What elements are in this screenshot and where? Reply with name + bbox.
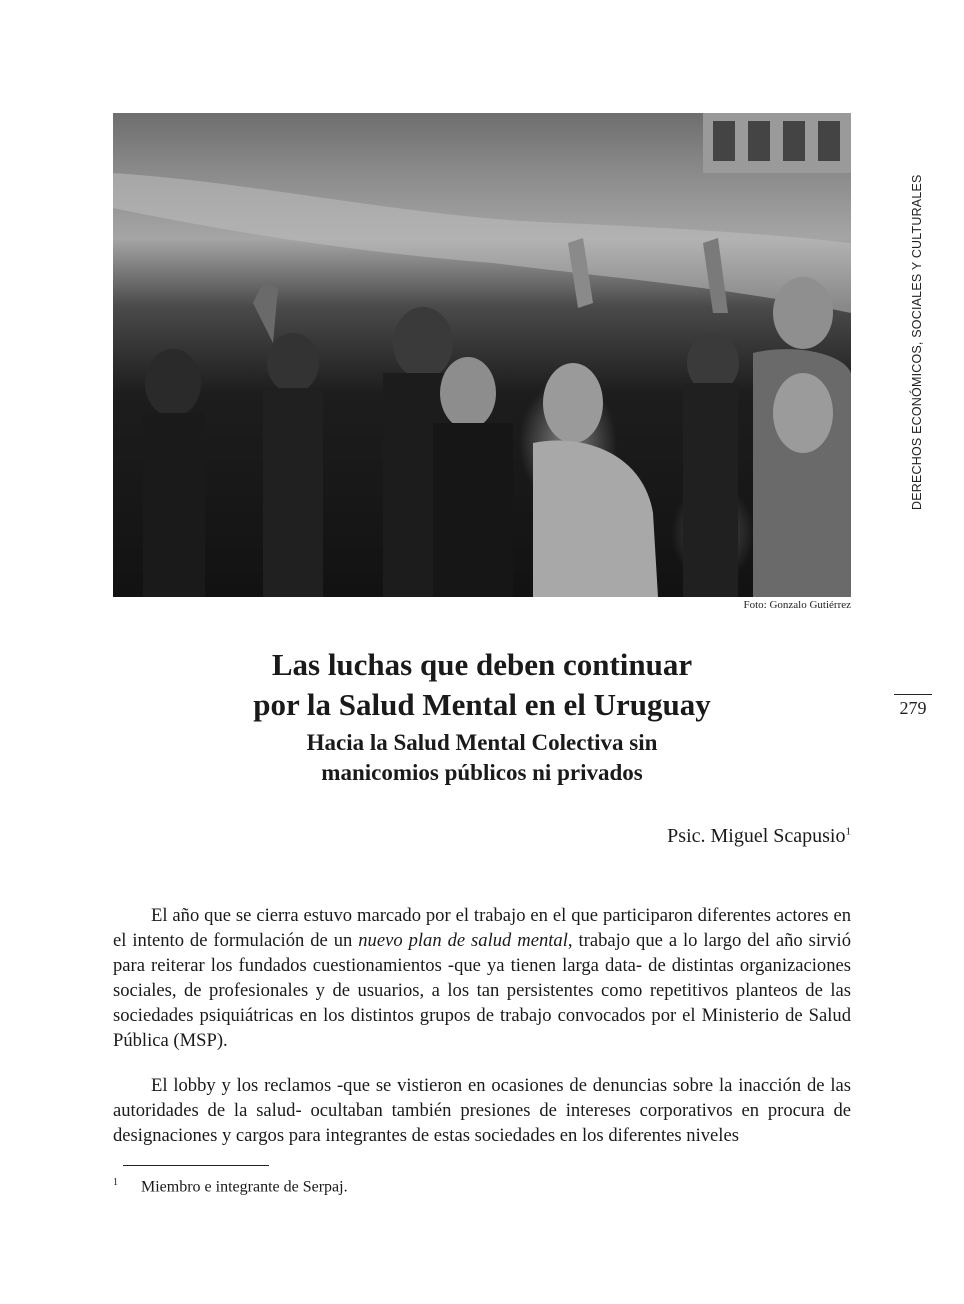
subtitle-line-1: Hacia la Salud Mental Colectiva sin <box>306 730 658 755</box>
footnote-mark: 1 <box>113 1177 118 1188</box>
section-side-label: DERECHOS ECONÓMICOS, SOCIALES Y CULTURALES <box>910 174 924 510</box>
paragraph-1-emphasis: nuevo plan de salud mental <box>358 930 568 951</box>
footnote <box>113 1177 348 1196</box>
article-title <box>113 645 851 725</box>
paragraph-1-start: El año que se cierra estuvo marcado por el trabajo en el que participaron diferentes actores en el intento de formulación de un <box>113 905 851 951</box>
author-footnote-ref: 1 <box>845 825 851 838</box>
subtitle-line-2: manicomios públicos ni privados <box>321 760 643 785</box>
paragraph-1 <box>113 903 851 1053</box>
author-byline <box>667 825 851 848</box>
footnote-divider <box>123 1165 269 1166</box>
footnote-text: Miembro e integrante de Serpaj. <box>141 1178 348 1196</box>
page-number: 279 <box>894 694 932 719</box>
photo-credit: Foto: Gonzalo Gutiérrez <box>743 599 851 611</box>
article-subtitle <box>113 728 851 788</box>
photo-illustration <box>113 113 851 597</box>
paragraph-2: El lobby y los reclamos -que se vistieron en ocasiones de denuncias sobre la inacción de las autoridades de la salud- ocultaban también presiones de intereses corporativos en procura de designaciones y cargos para integrantes de estas sociedades en los diferentes niveles <box>113 1075 851 1146</box>
title-line-2: por la Salud Mental en el Uruguay <box>253 687 711 722</box>
paragraph-1-end: , trabajo que a lo largo del año sirvió para reiterar los fundados cuestionamientos -que ya tienen larga data- de distintas organizaciones sociales, de profesionales y de usuarios, a los tan persistentes como repetitivos planteos de las sociedades psiquiátricas en los distintos grupos de trabajo convocados por el Ministerio de Salud Pública (MSP). <box>113 930 852 1051</box>
protest-photo <box>113 113 851 597</box>
title-line-1: Las luchas que deben continuar <box>271 647 693 682</box>
author-name: Psic. Miguel Scapusio <box>667 825 846 847</box>
